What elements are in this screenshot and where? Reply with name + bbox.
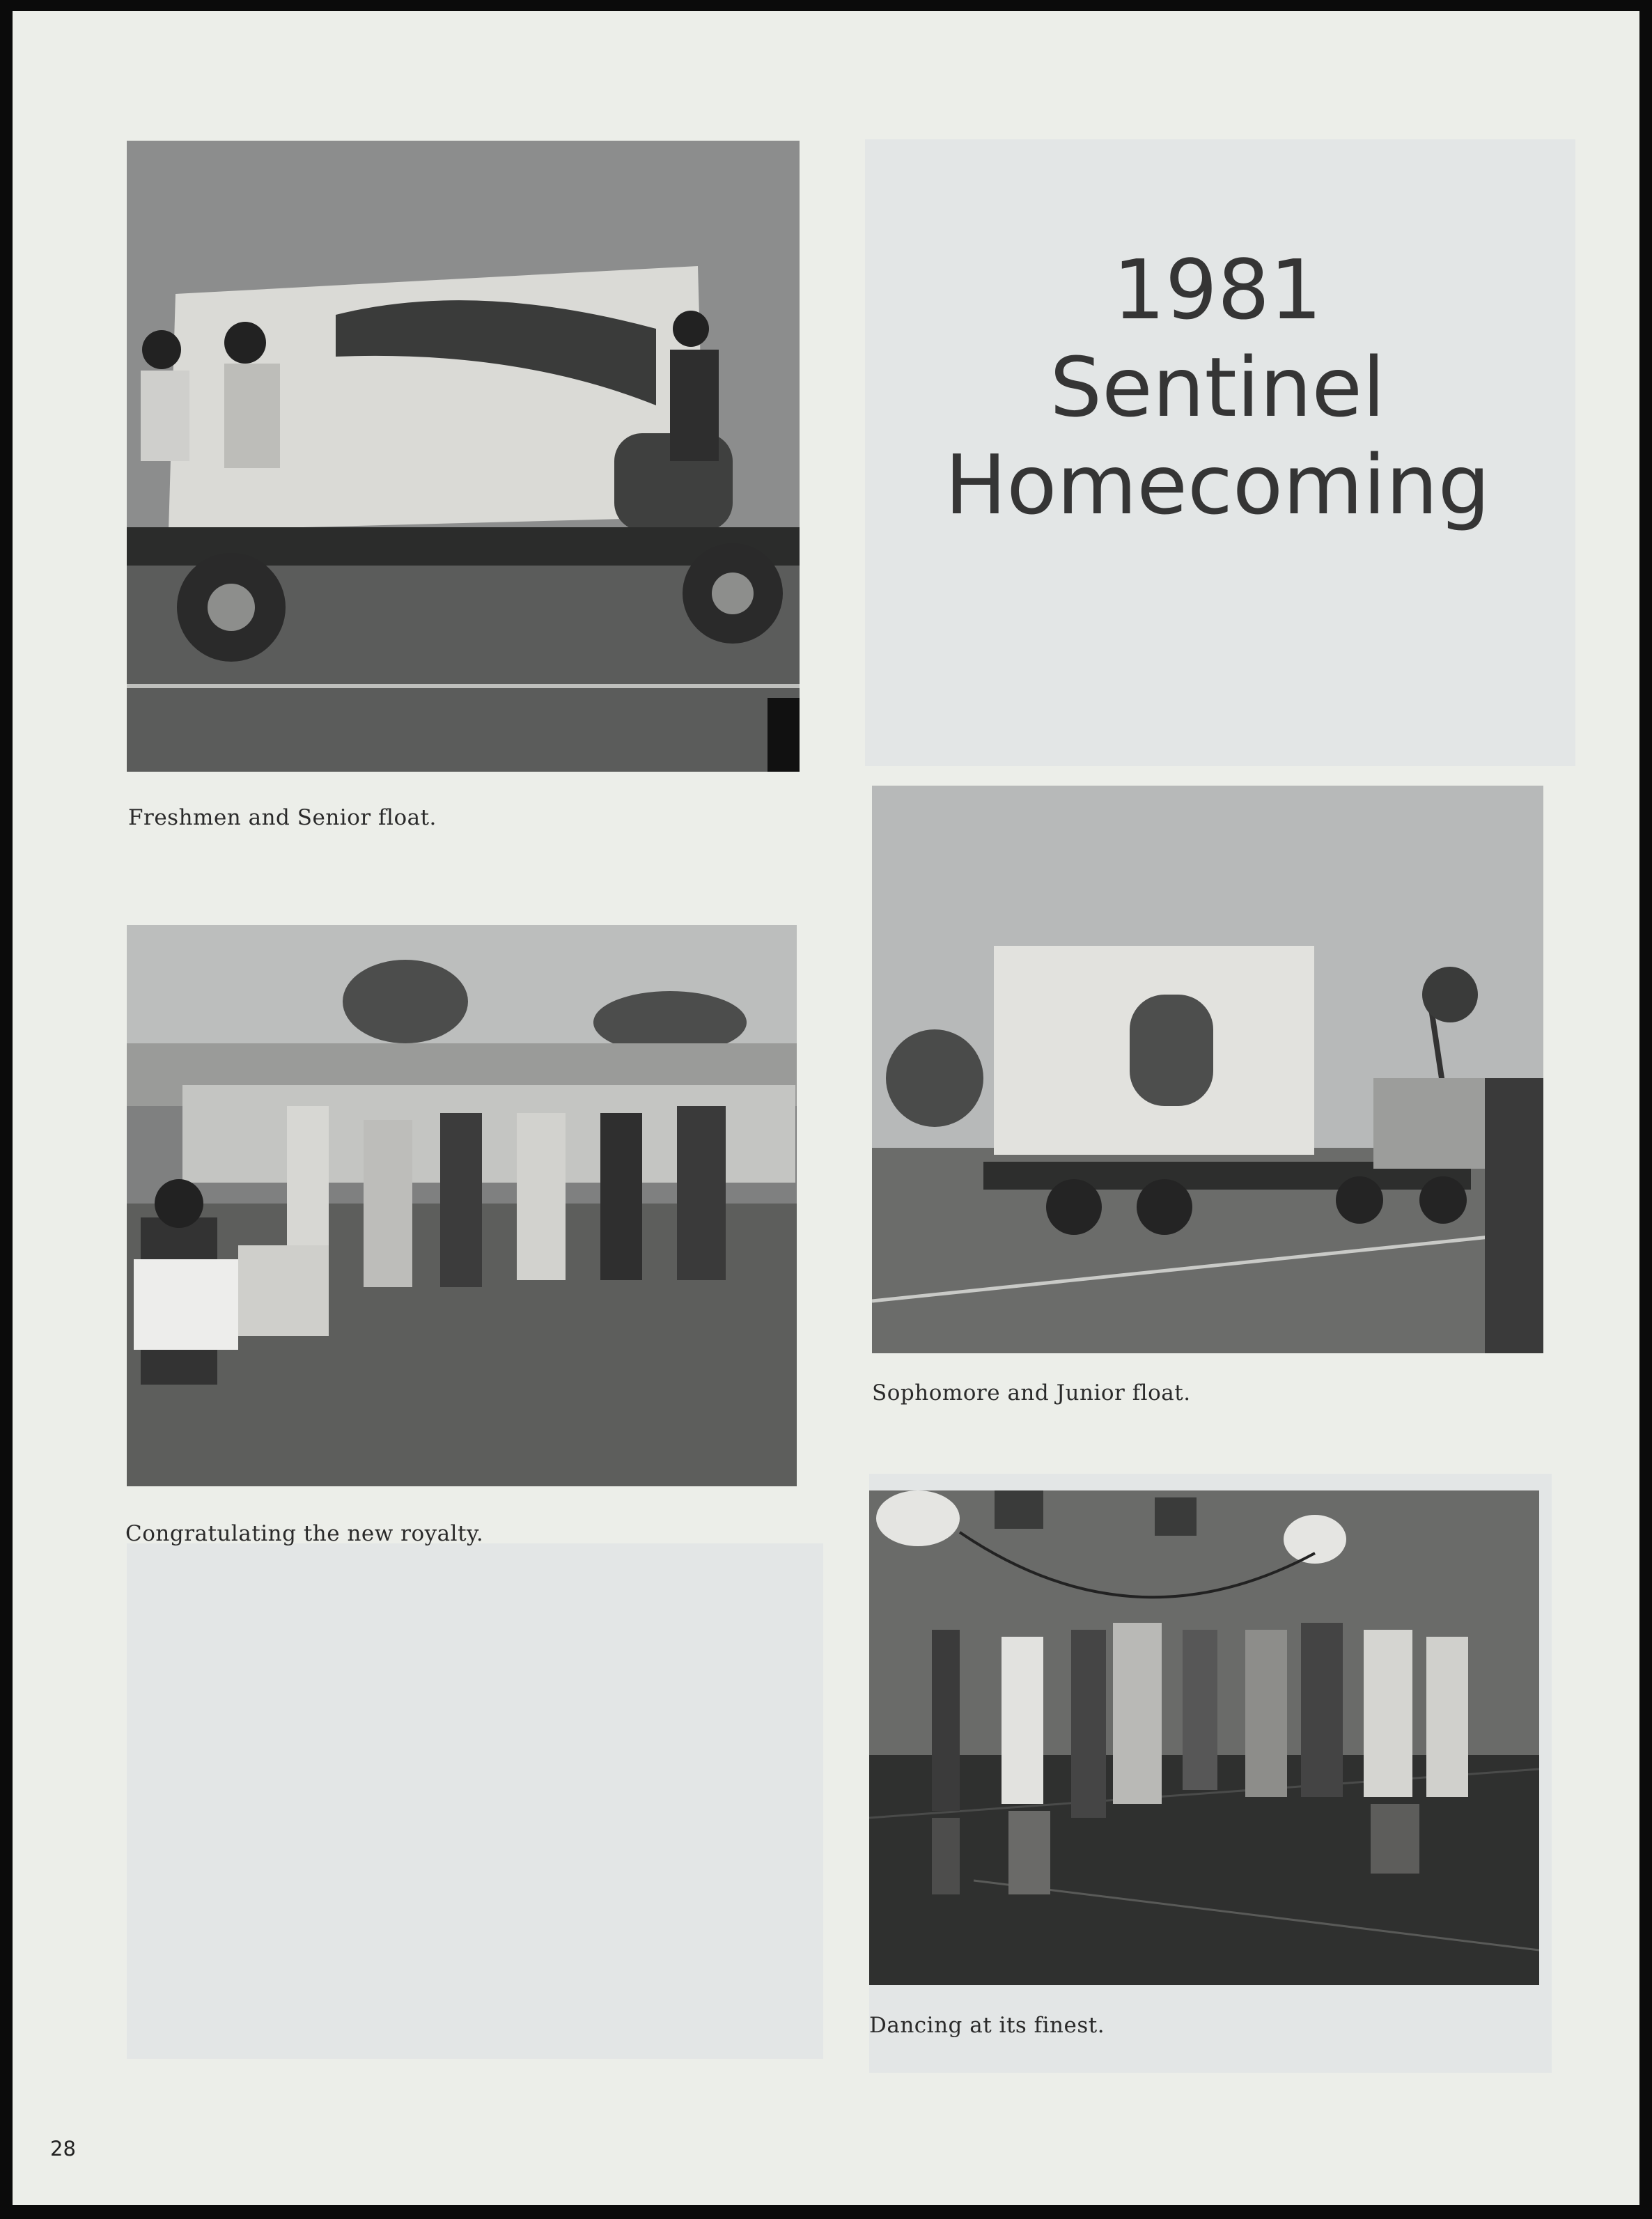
caption-sophomore-junior-float: Sophomore and Junior float. xyxy=(872,1380,1191,1406)
title-sentinel: Sentinel xyxy=(1050,339,1385,435)
caption-dancing: Dancing at its finest. xyxy=(869,2013,1105,2038)
title-homecoming: Homecoming xyxy=(944,437,1490,533)
dance-photo-image xyxy=(869,1490,1539,1985)
yearbook-page xyxy=(13,11,1639,2205)
float-photo-image xyxy=(872,786,1543,1353)
royalty-photo-image xyxy=(127,925,797,1486)
page-number: 28 xyxy=(50,2137,76,2160)
caption-new-royalty: Congratulating the new royalty. xyxy=(125,1521,484,1546)
background-panel-bottom-left xyxy=(127,1543,823,2059)
float-photo-image xyxy=(127,141,800,772)
photo-dancing xyxy=(869,1490,1539,1985)
title-year: 1981 xyxy=(1112,242,1323,338)
photo-sophomore-junior-float xyxy=(872,786,1543,1353)
page-title xyxy=(876,241,1559,534)
photo-freshmen-senior-float xyxy=(127,141,800,772)
caption-freshmen-senior-float: Freshmen and Senior float. xyxy=(128,805,437,830)
photo-new-royalty xyxy=(127,925,797,1486)
